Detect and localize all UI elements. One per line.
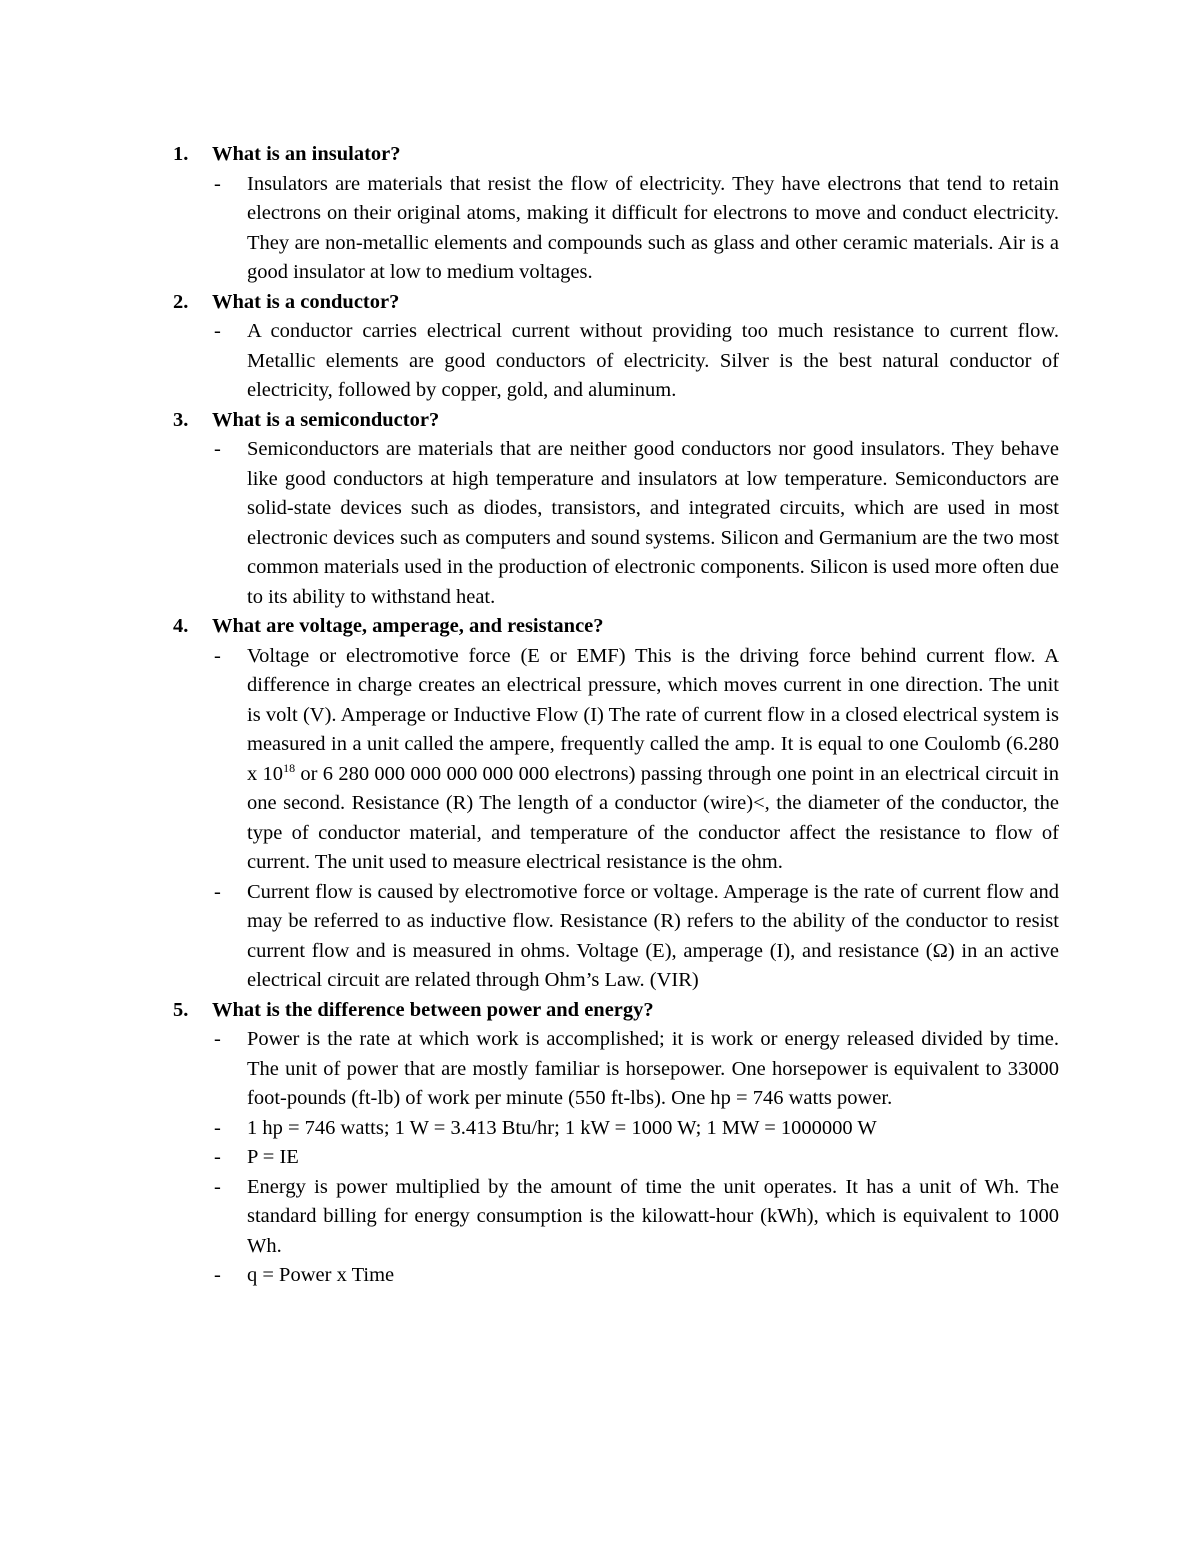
question-heading [0, 288, 1200, 318]
question-title: What is a semiconductor? [212, 408, 440, 431]
question-number: 5. [173, 998, 189, 1021]
question-1 [0, 140, 1200, 288]
question-5 [0, 996, 1200, 1291]
bullet-dash: - [214, 644, 221, 667]
question-2 [0, 288, 1200, 406]
answer-text: q = Power x Time [247, 1264, 395, 1286]
answer-text: A conductor carries electrical current without providing too much resistance to current flow. Metallic elements are good conductors of electricity. Silver is the best natural conductor of electricity, followed by copper, gold, and aluminum. [247, 320, 1059, 401]
bullet-dash: - [214, 320, 221, 342]
bullet-dash: - [214, 1264, 221, 1286]
bullet-dash: - [214, 172, 221, 195]
question-number: 2. [173, 290, 189, 313]
question-title: What are voltage, amperage, and resistance? [212, 615, 604, 637]
answer-item [214, 1261, 1059, 1291]
document-page [0, 140, 1200, 1291]
question-heading [0, 140, 1200, 170]
question-number: 1. [173, 143, 189, 165]
answer-item [214, 435, 1059, 612]
bullet-dash: - [214, 438, 221, 460]
answer-text: Voltage or electromotive force (E or EMF) This is the driving force behind current flow. A difference in charge creates an electrical pressure, which moves current in one direction. The unit is volt (V). Amperage or Inductive Flow (I) The rate of current flow in a closed electrical system is measured in a unit called the ampere, frequently called the amp. It is equal to one Coulomb (6.280 x 10 [247, 644, 1059, 785]
answer-text: or 6 280 000 000 000 000 000 electrons) passing through one point in an electrical circuit in one second. Resistance (R) The length of a conductor (wire)<, the diameter of the conductor, the type of conductor material, and temperature of the conductor affect the resistance to flow of current. The unit used to measure electrical resistance is the ohm. [247, 762, 1059, 873]
answer-text: Energy is power multiplied by the amount of time the unit operates. It has a unit of Wh. The standard billing for energy consumption is the kilowatt-hour (kWh), which is equivalent to 1000 Wh. [247, 1175, 1059, 1257]
question-number: 3. [173, 408, 189, 431]
answer-text: Insulators are materials that resist the flow of electricity. They have electrons that tend to retain electrons on their original atoms, making it difficult for electrons to move and conduct electricity. They are non-metallic elements and compounds such as glass and other ceramic materials. Air is a good insulator at low to medium voltages. [247, 172, 1059, 283]
answer-item [214, 1114, 1059, 1144]
answer-item [214, 170, 1059, 288]
bullet-dash: - [214, 1028, 221, 1050]
question-3 [0, 406, 1200, 613]
answer-item [214, 1143, 1059, 1173]
exponent: 18 [283, 760, 296, 775]
question-heading [0, 612, 1200, 642]
question-title: What is a conductor? [212, 290, 400, 313]
answer-item [214, 878, 1059, 996]
question-heading [0, 406, 1200, 436]
question-number: 4. [173, 615, 189, 637]
answer-text: Semiconductors are materials that are neither good conductors nor good insulators. They behave like good conductors at high temperature and insulators at low temperature. Semiconductors are solid-state devices such as diodes, transistors, and integrated circuits, which are used in most electronic devices such as computers and sound systems. Silicon and Germanium are the two most common materials used in the production of electronic components. Silicon is used more often due to its ability to withstand heat. [247, 438, 1059, 608]
question-title: What is an insulator? [212, 143, 401, 165]
answer-text: Power is the rate at which work is accomplished; it is work or energy released divided by time. The unit of power that are mostly familiar is horsepower. One horsepower is equivalent to 33000 foot-pounds (ft-lb) of work per minute (550 ft-lbs). One hp = 746 watts power. [247, 1028, 1059, 1109]
answer-text: Current flow is caused by electromotive force or voltage. Amperage is the rate of current flow and may be referred to as inductive flow. Resistance (R) refers to the ability of the conductor to resist current flow and is measured in ohms. Voltage (E), amperage (I), and resistance (Ω) in an active electrical circuit are related through Ohm’s Law. (VIR) [247, 880, 1059, 991]
bullet-dash: - [214, 1146, 221, 1168]
answer-item [214, 642, 1059, 878]
question-4 [0, 612, 1200, 996]
bullet-dash: - [214, 1175, 221, 1198]
answer-text: 1 hp = 746 watts; 1 W = 3.413 Btu/hr; 1 kW = 1000 W; 1 MW = 1000000 W [247, 1116, 877, 1139]
bullet-dash: - [214, 880, 221, 903]
bullet-dash: - [214, 1116, 221, 1139]
answer-item [214, 1025, 1059, 1114]
answer-text: P = IE [247, 1146, 299, 1168]
answer-item [214, 1173, 1059, 1262]
question-heading [0, 996, 1200, 1026]
question-title: What is the difference between power and energy? [212, 998, 654, 1021]
answer-item [214, 317, 1059, 406]
